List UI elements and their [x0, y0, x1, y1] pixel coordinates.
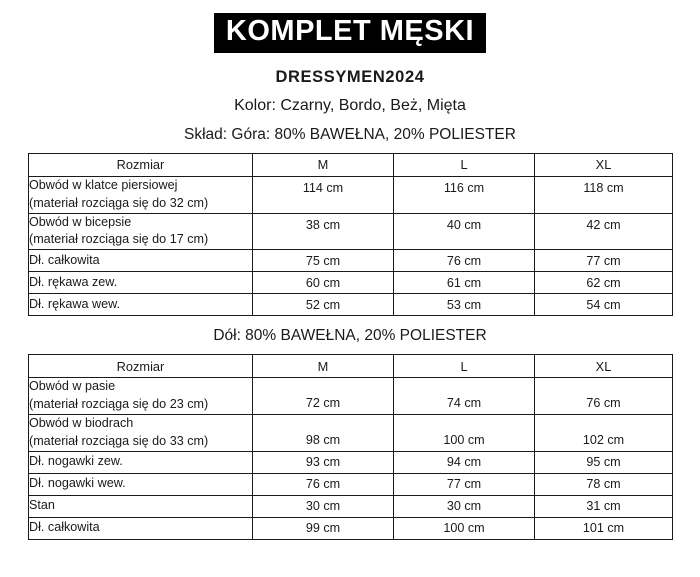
row-label: Dł. całkowita	[29, 517, 253, 539]
table-row	[29, 213, 673, 250]
cell-value-xl: 76 cm	[535, 378, 673, 415]
row-label-line-1: Obwód w pasie	[29, 379, 116, 394]
cell-value-m: 52 cm	[253, 294, 394, 316]
row-label-line-1: Obwód w klatce piersiowej	[29, 177, 178, 192]
table-row	[29, 294, 673, 316]
cell-value-xl: 95 cm	[535, 451, 673, 473]
cell-value-xl: 42 cm	[535, 213, 673, 250]
title-container	[0, 13, 700, 53]
row-label	[29, 378, 253, 415]
cell-value-l: 53 cm	[394, 294, 535, 316]
color-options-line: Kolor: Czarny, Bordo, Beż, Mięta	[234, 97, 466, 115]
row-label-line-2: (materiał rozciąga się do 32 cm)	[29, 195, 209, 210]
column-header-rozmiar: Rozmiar	[29, 355, 253, 378]
cell-value-m: 98 cm	[253, 415, 394, 452]
cell-value-m: 30 cm	[253, 495, 394, 517]
cell-value-m: 75 cm	[253, 250, 394, 272]
column-header-m: M	[253, 355, 394, 378]
cell-value-xl: 118 cm	[535, 176, 673, 213]
column-header-m: M	[253, 153, 394, 176]
column-header-l: L	[394, 355, 535, 378]
cell-value-m: 60 cm	[253, 272, 394, 294]
row-label: Dł. nogawki zew.	[29, 451, 253, 473]
cell-value-l: 40 cm	[394, 213, 535, 250]
cell-value-m: 72 cm	[253, 378, 394, 415]
row-label: Dł. całkowita	[29, 250, 253, 272]
table-row	[29, 272, 673, 294]
cell-value-xl: 77 cm	[535, 250, 673, 272]
cell-value-m: 99 cm	[253, 517, 394, 539]
table-row	[29, 176, 673, 213]
row-label	[29, 213, 253, 250]
cell-value-xl: 31 cm	[535, 495, 673, 517]
cell-value-xl: 54 cm	[535, 294, 673, 316]
cell-value-xl: 101 cm	[535, 517, 673, 539]
table-row	[29, 517, 673, 539]
cell-value-l: 30 cm	[394, 495, 535, 517]
row-label-line-2: (materiał rozciąga się do 33 cm)	[29, 433, 209, 448]
top-size-table	[28, 153, 673, 317]
cell-value-l: 94 cm	[394, 451, 535, 473]
cell-value-xl: 62 cm	[535, 272, 673, 294]
page-title: KOMPLET MĘSKI	[214, 13, 486, 53]
cell-value-l: 77 cm	[394, 473, 535, 495]
row-label: Dł. rękawa zew.	[29, 272, 253, 294]
cell-value-m: 76 cm	[253, 473, 394, 495]
bottom-table-zone	[0, 354, 700, 540]
column-header-rozmiar: Rozmiar	[29, 153, 253, 176]
document-header	[0, 0, 700, 143]
cell-value-m: 38 cm	[253, 213, 394, 250]
column-header-l: L	[394, 153, 535, 176]
column-header-xl: XL	[535, 153, 673, 176]
table-row	[29, 473, 673, 495]
table-row	[29, 451, 673, 473]
cell-value-l: 100 cm	[394, 517, 535, 539]
row-label-line-2: (materiał rozciąga się do 17 cm)	[29, 232, 209, 247]
table-row	[29, 250, 673, 272]
table-row	[29, 415, 673, 452]
bottom-size-table	[28, 354, 673, 540]
table-row	[29, 495, 673, 517]
cell-value-m: 93 cm	[253, 451, 394, 473]
product-code: DRESSYMEN2024	[275, 68, 425, 86]
composition-top-line: Skład: Góra: 80% BAWEŁNA, 20% POLIESTER	[184, 125, 516, 143]
row-label	[29, 176, 253, 213]
cell-value-l: 61 cm	[394, 272, 535, 294]
cell-value-l: 74 cm	[394, 378, 535, 415]
table-header-row	[29, 153, 673, 176]
column-header-xl: XL	[535, 355, 673, 378]
row-label: Dł. nogawki wew.	[29, 473, 253, 495]
row-label-line-1: Obwód w bicepsie	[29, 214, 132, 229]
table-row	[29, 378, 673, 415]
cell-value-l: 100 cm	[394, 415, 535, 452]
row-label-line-1: Obwód w biodrach	[29, 416, 134, 431]
row-label: Dł. rękawa wew.	[29, 294, 253, 316]
cell-value-m: 114 cm	[253, 176, 394, 213]
top-table-zone	[0, 153, 700, 317]
cell-value-xl: 102 cm	[535, 415, 673, 452]
cell-value-l: 116 cm	[394, 176, 535, 213]
row-label-line-2: (materiał rozciąga się do 23 cm)	[29, 397, 209, 412]
composition-bottom-line: Dół: 80% BAWEŁNA, 20% POLIESTER	[213, 327, 487, 345]
cell-value-xl: 78 cm	[535, 473, 673, 495]
table-header-row	[29, 355, 673, 378]
cell-value-l: 76 cm	[394, 250, 535, 272]
row-label	[29, 415, 253, 452]
row-label: Stan	[29, 495, 253, 517]
